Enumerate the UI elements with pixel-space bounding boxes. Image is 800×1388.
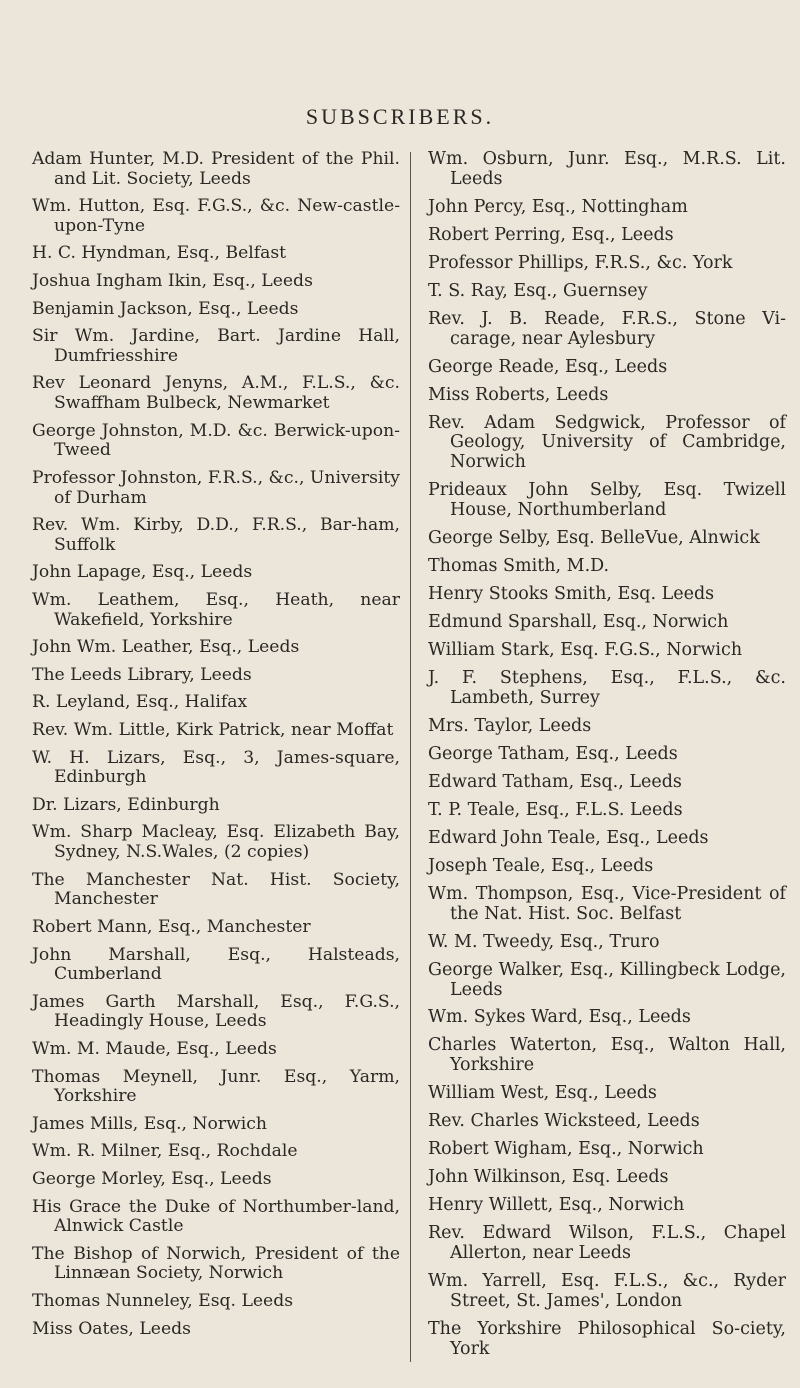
subscriber-entry: Wm. Sharp Macleay, Esq. Elizabeth Bay, Sydney, N.S.Wales, (2 copies) bbox=[32, 822, 400, 863]
subscriber-entry: George Morley, Esq., Leeds bbox=[32, 1168, 272, 1189]
subscriber-entry: Professor Phillips, F.R.S., &c. York bbox=[428, 252, 733, 273]
subscriber-entry: John Wm. Leather, Esq., Leeds bbox=[32, 637, 300, 658]
right-column bbox=[428, 150, 786, 1368]
subscriber-entry: Henry Willett, Esq., Norwich bbox=[428, 1195, 685, 1216]
subscriber-entry: George Reade, Esq., Leeds bbox=[428, 356, 668, 377]
subscriber-entry: Rev. Edward Wilson, F.L.S., Chapel Allerton, near Leeds bbox=[428, 1223, 786, 1264]
subscriber-entry: Wm. R. Milner, Esq., Rochdale bbox=[32, 1141, 298, 1162]
subscriber-entry: Wm. Hutton, Esq. F.G.S., &c. New-castle-upon-Tyne bbox=[32, 196, 400, 236]
subscriber-entry: John Marshall, Esq., Halsteads, Cumberland bbox=[32, 944, 400, 985]
subscriber-entry: Miss Oates, Leeds bbox=[32, 1318, 191, 1339]
subscriber-entry: William West, Esq., Leeds bbox=[428, 1083, 657, 1104]
subscriber-entry: The Bishop of Norwich, President of the Linnæan Society, Norwich bbox=[32, 1243, 400, 1284]
subscriber-entry: Dr. Lizars, Edinburgh bbox=[32, 794, 220, 815]
subscriber-entry: Edmund Sparshall, Esq., Norwich bbox=[428, 612, 729, 633]
subscriber-entry: Wm. Sykes Ward, Esq., Leeds bbox=[428, 1007, 691, 1028]
subscriber-entry: W. M. Tweedy, Esq., Truro bbox=[428, 931, 660, 952]
subscriber-entry: Miss Roberts, Leeds bbox=[428, 384, 609, 405]
left-column bbox=[32, 150, 400, 1347]
subscriber-entry: Joseph Teale, Esq., Leeds bbox=[428, 855, 654, 876]
subscriber-entry: Thomas Nunneley, Esq. Leeds bbox=[32, 1291, 294, 1312]
subscriber-entry: Wm. Osburn, Junr. Esq., M.R.S. Lit. Leeds bbox=[428, 149, 786, 189]
subscriber-entry: George Walker, Esq., Killingbeck Lodge, Leeds bbox=[428, 959, 786, 1000]
subscriber-entry: Mrs. Taylor, Leeds bbox=[428, 715, 592, 736]
subscriber-entry: Rev. Adam Sedgwick, Professor of Geology, University of Cambridge, Norwich bbox=[428, 412, 786, 473]
subscriber-entry: James Mills, Esq., Norwich bbox=[32, 1113, 267, 1134]
subscriber-entry: T. S. Ray, Esq., Guernsey bbox=[428, 280, 648, 301]
subscriber-entry: Edward Tatham, Esq., Leeds bbox=[428, 771, 682, 792]
page-heading: SUBSCRIBERS. bbox=[305, 104, 495, 129]
subscriber-entry: His Grace the Duke of Northumber-land, Alnwick Castle bbox=[32, 1196, 400, 1237]
subscriber-entry: Henry Stooks Smith, Esq. Leeds bbox=[428, 584, 715, 605]
subscriber-entry: Edward John Teale, Esq., Leeds bbox=[428, 827, 709, 848]
subscriber-entry: James Garth Marshall, Esq., F.G.S., Headingly House, Leeds bbox=[32, 991, 400, 1032]
subscriber-entry: Thomas Smith, M.D. bbox=[428, 556, 610, 577]
subscriber-entry: The Yorkshire Philosophical So-ciety, York bbox=[428, 1318, 786, 1359]
subscriber-entry: Joshua Ingham Ikin, Esq., Leeds bbox=[32, 271, 313, 292]
subscriber-entry: Rev. Wm. Kirby, D.D., F.R.S., Bar-ham, Suffolk bbox=[32, 515, 400, 555]
subscriber-entry: Benjamin Jackson, Esq., Leeds bbox=[32, 298, 299, 319]
subscriber-entry: William Stark, Esq. F.G.S., Norwich bbox=[428, 640, 743, 661]
subscriber-entry: Robert Perring, Esq., Leeds bbox=[428, 224, 674, 245]
subscriber-entry: Charles Waterton, Esq., Walton Hall, Yorkshire bbox=[428, 1035, 786, 1076]
subscriber-entry: T. P. Teale, Esq., F.L.S. Leeds bbox=[428, 799, 683, 820]
subscriber-entry: Professor Johnston, F.R.S., &c., University of Durham bbox=[32, 467, 400, 508]
column-divider bbox=[410, 152, 411, 1362]
subscriber-entry: Wm. Thompson, Esq., Vice-President of the Nat. Hist. Soc. Belfast bbox=[428, 883, 786, 924]
subscriber-entry: H. C. Hyndman, Esq., Belfast bbox=[32, 243, 287, 264]
subscriber-entry: Thomas Meynell, Junr. Esq., Yarm, Yorkshire bbox=[32, 1066, 400, 1107]
subscriber-entry: George Selby, Esq. BelleVue, Alnwick bbox=[428, 528, 760, 549]
subscriber-entry: George Johnston, M.D. &c. Berwick-upon-Tweed bbox=[32, 420, 400, 461]
subscriber-entry: R. Leyland, Esq., Halifax bbox=[32, 692, 248, 713]
subscriber-entry: J. F. Stephens, Esq., F.L.S., &c. Lambeth, Surrey bbox=[428, 668, 786, 709]
subscriber-entry: Rev. Wm. Little, Kirk Patrick, near Moffat bbox=[32, 720, 394, 741]
subscriber-entry: Wm. M. Maude, Esq., Leeds bbox=[32, 1038, 277, 1059]
subscriber-entry: Rev Leonard Jenyns, A.M., F.L.S., &c. Swaffham Bulbeck, Newmarket bbox=[32, 373, 400, 414]
subscriber-entry: John Lapage, Esq., Leeds bbox=[32, 562, 253, 583]
subscriber-entry: Wm. Yarrell, Esq. F.L.S., &c., Ryder Street, St. James', London bbox=[428, 1270, 786, 1311]
subscriber-entry: Wm. Leathem, Esq., Heath, near Wakefield, Yorkshire bbox=[32, 589, 400, 630]
subscriber-entry: Rev. J. B. Reade, F.R.S., Stone Vi-carage, near Aylesbury bbox=[428, 308, 786, 349]
subscriber-entry: The Leeds Library, Leeds bbox=[32, 664, 252, 685]
subscriber-entry: Robert Mann, Esq., Manchester bbox=[32, 916, 311, 937]
subscriber-entry: Rev. Charles Wicksteed, Leeds bbox=[428, 1111, 700, 1132]
subscriber-entry: George Tatham, Esq., Leeds bbox=[428, 743, 678, 764]
subscriber-entry: Robert Wigham, Esq., Norwich bbox=[428, 1139, 704, 1160]
subscriber-entry: Prideaux John Selby, Esq. Twizell House, Northumberland bbox=[428, 480, 786, 521]
subscriber-entry: W. H. Lizars, Esq., 3, James-square, Edinburgh bbox=[32, 747, 400, 788]
subscriber-entry: Sir Wm. Jardine, Bart. Jardine Hall, Dumfriesshire bbox=[32, 326, 400, 366]
subscriber-entry: The Manchester Nat. Hist. Society, Manchester bbox=[32, 869, 400, 910]
subscriber-entry: John Percy, Esq., Nottingham bbox=[428, 196, 688, 217]
subscriber-entry: John Wilkinson, Esq. Leeds bbox=[428, 1167, 669, 1188]
subscriber-entry: Adam Hunter, M.D. President of the Phil. and Lit. Society, Leeds bbox=[32, 149, 400, 189]
